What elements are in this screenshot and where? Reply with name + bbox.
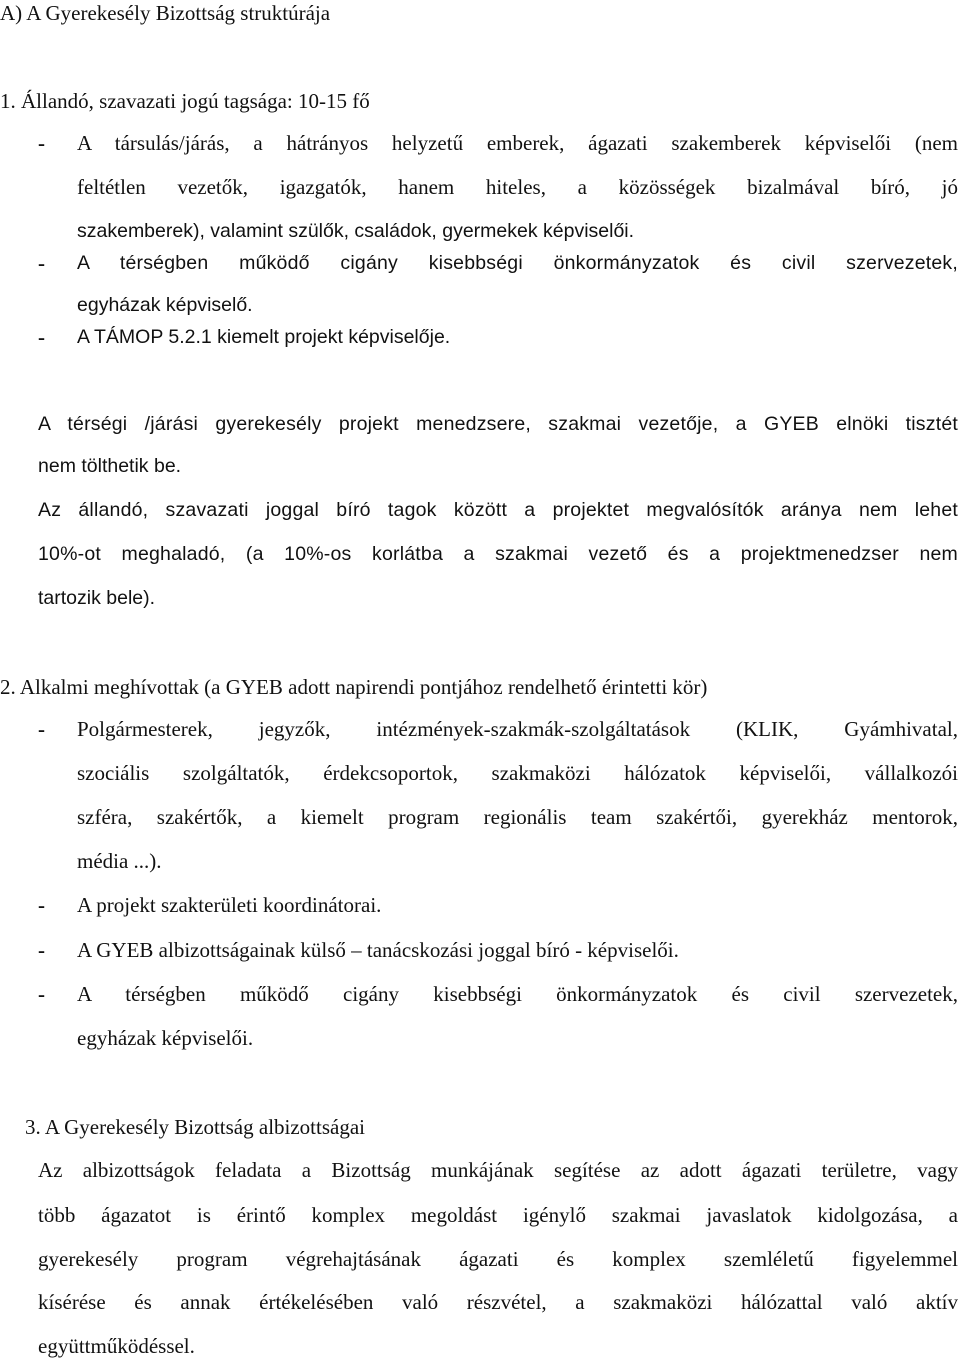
s1-item3: A TÁMOP 5.2.1 kiemelt projekt képviselője. [77,326,451,348]
s2-item1-line1: Polgármesterek, jegyzők, intézmények-szakmák-szolgáltatások (KLIK, Gyámhivatal, [77,717,958,741]
s2-item2: A projekt szakterületi koordinátorai. [77,893,382,917]
bullet-dash: - [38,325,45,349]
bullet-dash: - [38,131,45,155]
bullet-dash: - [38,938,45,962]
s2-item1-line4: média ...). [77,849,162,873]
s1-para2-line2: 10%-ot meghaladó, (a 10%-os korlátba a szakmai vezető és a projektmenedzser nem [38,543,958,565]
s1-para1-line2: nem tölthetik be. [38,455,182,477]
s3-para-line4: kísérése és annak értékelésében való részvétel, a szakmaközi hálózattal való aktív [38,1290,958,1314]
bullet-dash: - [38,251,45,275]
s2-item1-line3: szféra, szakértők, a kiemelt program regionális team szakértői, gyerekház mentorok, [77,805,958,829]
s2-item4-line1: A térségben működő cigány kisebbségi önkormányzatok és civil szervezetek, [77,982,958,1006]
s1-item1-line1: A társulás/járás, a hátrányos helyzetű emberek, ágazati szakemberek képviselői (nem [77,131,958,155]
bullet-dash: - [38,982,45,1006]
section-3-title: 3. A Gyerekesély Bizottság albizottságai [25,1115,365,1139]
s1-item1-line3: szakemberek), valamint szülők, családok, gyermekek képviselői. [77,220,635,242]
s2-item4-line2: egyházak képviselői. [77,1026,254,1050]
s1-para2-line3: tartozik bele). [38,587,156,609]
s3-para-line1: Az albizottságok feladata a Bizottság munkájának segítése az adott ágazati területre, vagy [38,1158,958,1182]
section-2-title: 2. Alkalmi meghívottak (a GYEB adott napirendi pontjához rendelhető érintetti kör) [0,675,708,699]
s1-para1-line1: A térségi /járási gyerekesély projekt menedzsere, szakmai vezetője, a GYEB elnöki tisztét [38,413,958,435]
s3-para-line2: több ágazatot is érintő komplex megoldást igénylő szakmai javaslatok kidolgozása, a [38,1203,958,1227]
document-heading: A) A Gyerekesély Bizottság struktúrája [0,1,331,25]
s2-item3: A GYEB albizottságainak külső – tanácskozási joggal bíró - képviselői. [77,938,679,962]
s1-para2-line1: Az állandó, szavazati joggal bíró tagok között a projektet megvalósítók aránya nem lehet [38,499,958,521]
bullet-dash: - [38,893,45,917]
section-1-title: 1. Állandó, szavazati jogú tagsága: 10-15 fő [0,89,370,113]
s3-para-line5: együttműködéssel. [38,1334,195,1358]
s1-item2-line1: A térségben működő cigány kisebbségi önkormányzatok és civil szervezetek, [77,252,958,274]
s2-item1-line2: szociális szolgáltatók, érdekcsoportok, szakmaközi hálózatok képviselői, vállalkozói [77,761,958,785]
s1-item1-line2: feltétlen vezetők, igazgatók, hanem hiteles, a közösségek bizalmával bíró, jó [77,175,958,199]
bullet-dash: - [38,717,45,741]
s3-para-line3: gyerekesély program végrehajtásának ágazati és komplex szemléletű figyelemmel [38,1247,958,1271]
s1-item2-line2: egyházak képviselő. [77,294,253,316]
